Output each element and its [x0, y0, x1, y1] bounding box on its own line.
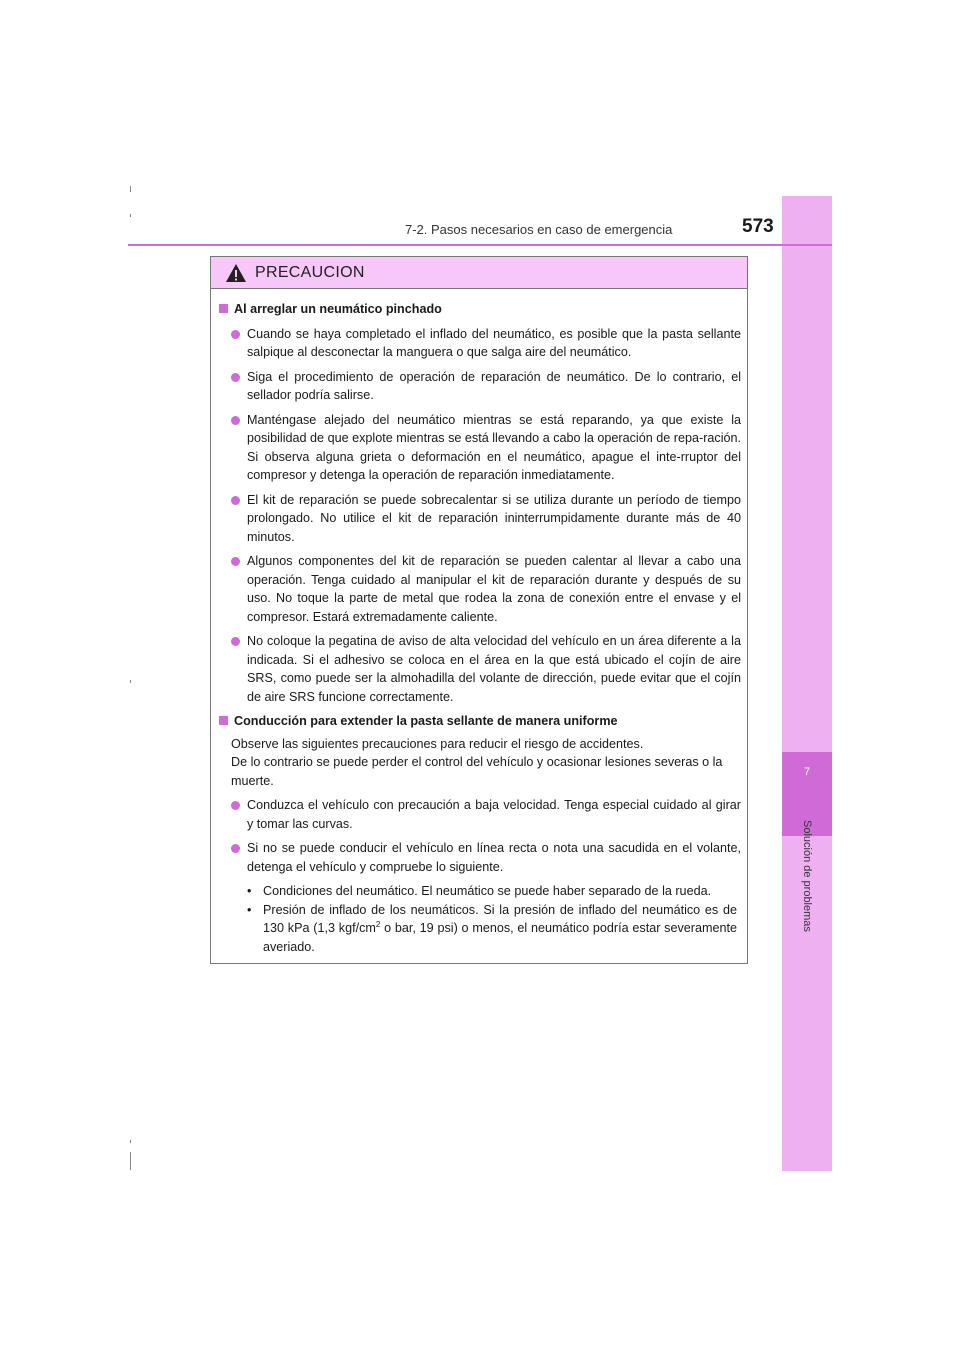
- list-item: Conduzca el vehículo con precaución a baja velocidad. Tenga especial cuidado al girar y tomar las curvas.: [231, 796, 741, 833]
- warning-icon: [225, 263, 247, 283]
- crop-mark: [130, 1140, 131, 1143]
- round-bullet-icon: [231, 373, 240, 382]
- header-rule: [128, 244, 832, 246]
- chapter-number: 7: [803, 766, 811, 778]
- round-bullet-icon: [231, 801, 240, 810]
- crop-mark: [130, 680, 131, 683]
- caution-header: [211, 257, 747, 289]
- chapter-title: Solución de problemas: [801, 820, 813, 932]
- round-bullet-icon: [231, 330, 240, 339]
- sub-list-item: • Condiciones del neumático. El neumático se puede haber separado de la rueda.: [247, 884, 712, 898]
- square-bullet-icon: [219, 304, 228, 313]
- caution-title: PRECAUCION: [255, 263, 365, 281]
- round-bullet-icon: [231, 557, 240, 566]
- list-item: Algunos componentes del kit de reparación se pueden calentar al llevar a cabo una operación. Tenga cuidado al manipular el kit de reparación durante y después de su uso. No toque la parte de metal que rodea la zona de conexión entre el envase y el compresor. Estará extremadamente caliente.: [231, 552, 741, 626]
- caution-box: [210, 256, 748, 964]
- list-item: Manténgase alejado del neumático mientras se está reparando, ya que existe la posibilidad de que explote mientras se está llevando a cabo la operación de repa-ración. Si observa alguna grieta o deformación en el neumático, apague el inte-rruptor del compresor y detenga la operación de reparación inmediatamente.: [231, 411, 741, 485]
- crop-mark: [130, 214, 131, 217]
- intro-text: Observe las siguientes precauciones para reducir el riesgo de accidentes. De lo contrario se puede perder el control del vehículo y ocasionar lesiones severas o la muerte.: [231, 736, 723, 788]
- list-item: No coloque la pegatina de aviso de alta velocidad del vehículo en un área diferente a la indicada. Si el adhesivo se coloca en el área en la que está ubicado el cojín de aire SRS, como puede ser la almohadilla del volante de dirección, puede evitar que el cojín de aire SRS funcione correctamente.: [231, 632, 741, 706]
- round-bullet-icon: [231, 496, 240, 505]
- section-heading-repair: Al arreglar un neumático pinchado: [219, 300, 741, 319]
- section-heading: 7-2. Pasos necesarios en caso de emergencia: [405, 222, 673, 237]
- list-item: Si no se puede conducir el vehículo en línea recta o nota una sacudida en el volante, detenga el vehículo y compruebe lo siguiente.: [231, 839, 741, 876]
- page-number: 573: [742, 216, 774, 237]
- section-heading-driving: Conducción para extender la pasta sellante de manera uniforme: [219, 712, 741, 731]
- list-item: Siga el procedimiento de operación de reparación de neumático. De lo contrario, el sellador podría salirse.: [231, 368, 741, 405]
- caution-body: [211, 289, 747, 956]
- square-bullet-icon: [219, 716, 228, 725]
- list-item: El kit de reparación se puede sobrecalentar si se utiliza durante un período de tiempo prolongado. No utilice el kit de reparación ininterrumpidamente durante más de 40 minutos.: [231, 491, 741, 547]
- crop-mark: [130, 1152, 131, 1170]
- list-item: Cuando se haya completado el inflado del neumático, es posible que la pasta sellante salpique al desconectar la manguera o que salga aire del neumático.: [231, 325, 741, 362]
- round-bullet-icon: [231, 844, 240, 853]
- round-bullet-icon: [231, 637, 240, 646]
- crop-mark: [130, 186, 131, 192]
- chapter-tab: [782, 196, 832, 1171]
- round-bullet-icon: [231, 416, 240, 425]
- sub-list-item: • Presión de inflado de los neumáticos. Si la presión de inflado del neumático es de 130 kPa (1,3 kgf/$cm^2$ o bar, 19 psi) o menos, el neumático podría estar severamente averiado.: [247, 902, 737, 954]
